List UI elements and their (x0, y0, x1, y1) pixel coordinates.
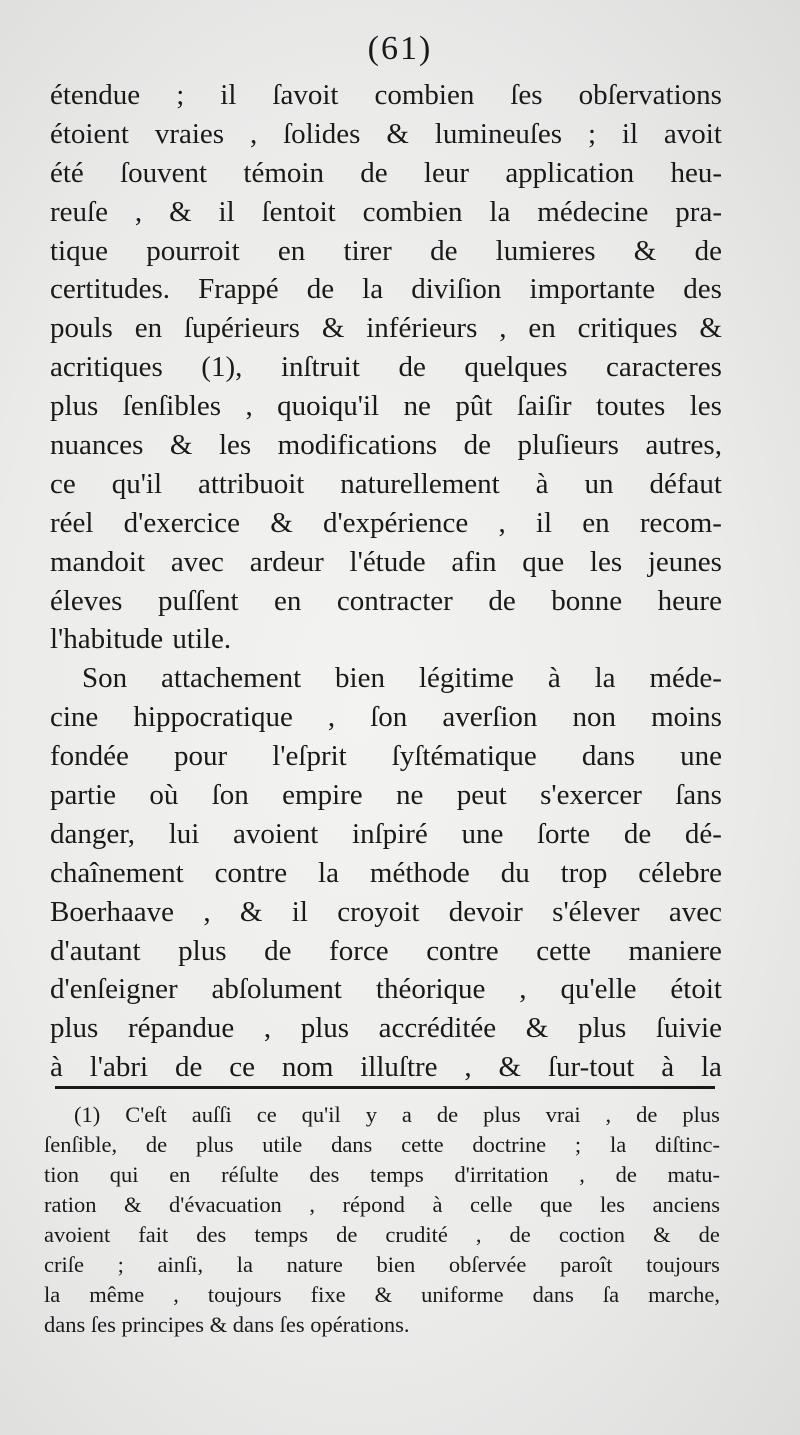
text-line: mandoit avec ardeur l'étude afin que les jeunes (50, 545, 722, 578)
text-line: tique pourroit en tirer de lumieres & de (50, 234, 722, 267)
footnote (44, 1100, 720, 1340)
text-line: étendue ; il ſavoit combien ſes obſervations (50, 79, 722, 111)
text-line: pouls en ſupérieurs & inférieurs , en critiques & (50, 312, 722, 345)
text-line: réel d'exercice & d'expérience , il en recom- (50, 506, 722, 539)
text-line: chaînement contre la méthode du trop célebre (50, 856, 722, 889)
text-line: d'autant plus de force contre cette maniere (50, 934, 722, 967)
text-line: ce qu'il attribuoit naturellement à un défaut (50, 467, 722, 500)
footnote-line: criſe ; ainſi, la nature bien obſervée paroît toujours (44, 1252, 720, 1277)
page-number: (61) (367, 30, 433, 67)
footnote-line: dans ſes principes & dans ſes opérations. (44, 1312, 410, 1337)
text-line: reuſe , & il ſentoit combien la médecine pra- (50, 195, 722, 228)
text-line: d'enſeigner abſolument théorique , qu'elle étoit (50, 973, 722, 1006)
text-line: acritiques (1), inſtruit de quelques caracteres (50, 351, 722, 384)
text-line: Boerhaave , & il croyoit devoir s'élever avec (50, 895, 722, 928)
footnote-line: la même , toujours fixe & uniforme dans ſa marche, (44, 1282, 720, 1307)
footnote-line: (1) C'eſt auſſi ce qu'il y a de plus vrai , de plus (74, 1102, 720, 1127)
text-line: plus répandue , plus accréditée & plus ſuivie (50, 1012, 722, 1045)
text-line: éleves puſſent en contracter de bonne heure (50, 584, 722, 617)
text-line: cine hippocratique , ſon averſion non moins (50, 701, 722, 734)
text-line: partie où ſon empire ne peut s'exercer ſans (50, 779, 722, 812)
text-line: certitudes. Frappé de la diviſion importante des (50, 273, 722, 306)
text-line: nuances & les modifications de pluſieurs autres, (50, 429, 722, 462)
text-line: fondée pour l'eſprit ſyſtématique dans une (50, 740, 722, 773)
text-line: danger, lui avoient inſpiré une ſorte de dé- (50, 817, 722, 850)
footnote-line: ſenſible, de plus utile dans cette doctrine ; la diſtinc- (44, 1132, 720, 1157)
text-line: Son attachement bien légitime à la méde- (82, 662, 722, 695)
text-line: à l'abri de ce nom illuſtre , & ſur-tout à la (50, 1051, 722, 1084)
text-line: étoient vraies , ſolides & lumineuſes ; il avoit (50, 117, 722, 150)
text-line: été ſouvent témoin de leur application heu- (50, 156, 722, 189)
footnote-line: ration & d'évacuation , répond à celle que les anciens (44, 1192, 720, 1217)
body-text (50, 76, 722, 1087)
footnote-rule (55, 1086, 715, 1089)
footnote-line: tion qui en réſulte des temps d'irritation , de matu- (44, 1162, 720, 1187)
text-line: l'habitude utile. (50, 623, 232, 656)
text-line: plus ſenſibles , quoiqu'il ne pût ſaiſir toutes les (50, 390, 722, 423)
footnote-line: avoient fait des temps de crudité , de coction & de (44, 1222, 720, 1247)
